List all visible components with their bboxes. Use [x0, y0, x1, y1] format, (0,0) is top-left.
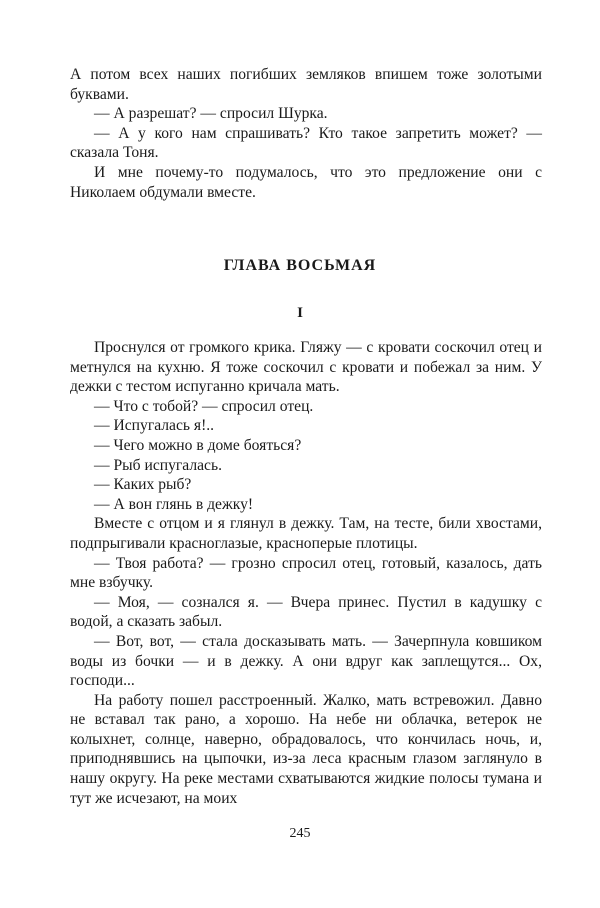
paragraph: — А вон глянь в дежку!: [94, 495, 254, 513]
paragraph: — А разрешат? — спросил Шурка.: [94, 105, 328, 123]
paragraph: — Испугалась я!..: [94, 417, 215, 435]
main-text-block: [70, 338, 542, 808]
paragraph: И мне почему-то подумалось, что это предложение они с Николаем обдумали вместе.: [70, 163, 542, 201]
page-number: 245: [289, 826, 311, 841]
paragraph: — Рыб испугалась.: [94, 456, 222, 474]
paragraph: — Моя, — сознался я. — Вчера принес. Пустил в кадушку с водой, а сказать забыл.: [70, 593, 542, 631]
paragraph: — Каких рыб?: [94, 476, 192, 494]
paragraph: — Твоя работа? — грозно спросил отец, готовый, казалось, дать мне взбучку.: [70, 554, 542, 592]
paragraph: Проснулся от громкого крика. Гляжу — с кровати соскочил отец и метнулся на кухню. Я тоже соскочил с кровати и побежал за ним. У дежки с тестом испуганно кричала мать.: [70, 339, 542, 396]
paragraph: — Чего можно в доме бояться?: [94, 436, 302, 454]
section-number: I: [297, 305, 303, 321]
top-text-block: [70, 65, 542, 202]
paragraph: — Что с тобой? — спросил отец.: [94, 397, 314, 415]
paragraph: На работу пошел расстроенный. Жалко, мать встревожил. Давно не вставал так рано, а хорошо. На небе ни облачка, ветерок не колыхнет, солнце, наверно, обрадовалось, что кончилась ночь, и, приподнявшись на цыпочки, из-за леса красным глазом заглянуло в нашу округу. На реке местами схватываются жидкие полосы тумана и тут же исчезают, на моих: [70, 691, 542, 807]
chapter-title: ГЛАВА ВОСЬМАЯ: [223, 257, 377, 274]
paragraph: Вместе с отцом и я глянул в дежку. Там, на тесте, били хвостами, подпрыгивали краснoглазые, красноперые плотицы.: [70, 515, 542, 552]
paragraph: — А у кого нам спрашивать? Кто такое запретить может? — сказала Тоня.: [70, 124, 542, 162]
paragraph: А потом всех наших погибших земляков впишем тоже золотыми буквами.: [70, 66, 542, 103]
paragraph: — Вот, вот, — стала досказывать мать. — Зачерпнула ковшиком воды из бочки — и в дежку. А они вдруг как заплещутся... Ох, господи...: [70, 632, 542, 690]
